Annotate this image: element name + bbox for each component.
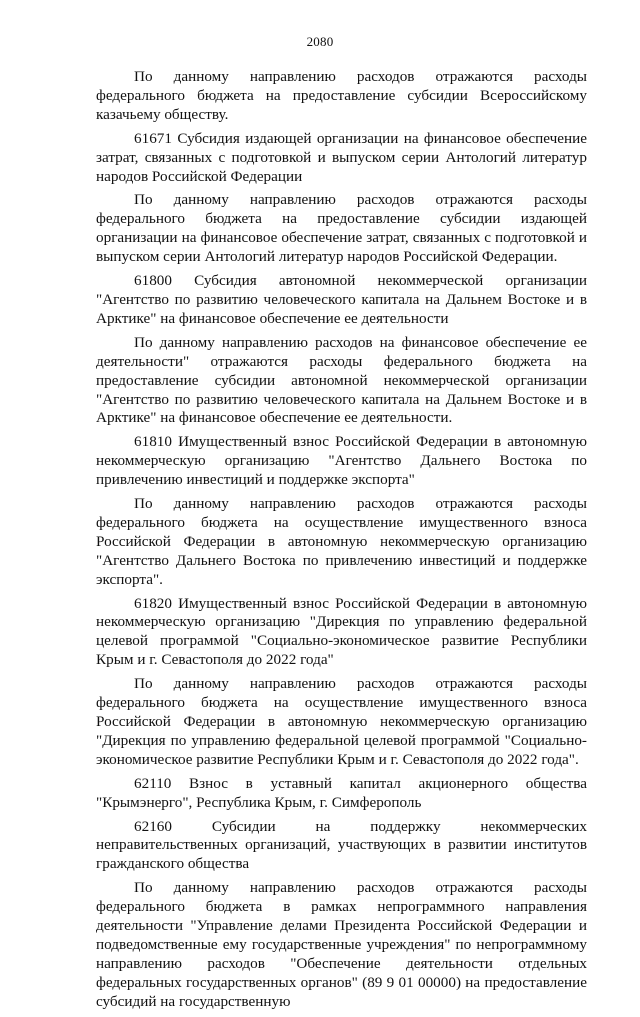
paragraph: По данному направлению расходов отражаются расходы федерального бюджета на предоставление субсидии Всероссийскому казачьему обществу. bbox=[96, 68, 587, 123]
paragraph: 61671 Субсидия издающей организации на финансовое обеспечение затрат, связанных с подготовкой и выпуском серии Антологий литератур народов Российской Федерации bbox=[96, 129, 587, 185]
paragraph: 61810 Имущественный взнос Российской Федерации в автономную некоммерческую организацию "Агентство Дальнего Востока по привлечению инвестиций и поддержке экспорта" bbox=[96, 433, 587, 489]
paragraph: По данному направлению расходов на финансовое обеспечение ее деятельности" отражаются расходы федерального бюджета на предоставление субсидии автономной некоммерческой организации "Агентство по развитию человеческого капитала на Дальнем Востоке и в Арктике" на финансовое обеспечение ее деятельности. bbox=[96, 333, 587, 427]
paragraph: 62160 Субсидии на поддержку некоммерческих неправительственных организаций, участвующих в развитии институтов гражданского общества bbox=[96, 817, 587, 873]
page-number: 2080 bbox=[306, 34, 334, 49]
paragraph: По данному направлению расходов отражаются расходы федерального бюджета на предоставление субсидии издающей организации на финансовое обеспечение затрат, связанных с подготовкой и выпуском серии Антологий литератур народов Российской Федерации. bbox=[96, 191, 587, 266]
document-body bbox=[96, 68, 587, 1017]
paragraph: По данному направлению расходов отражаются расходы федерального бюджета на осуществление имущественного взноса Российской Федерации в автономную некоммерческую организацию "Агентство Дальнего Востока по привлечению инвестиций и поддержке экспорта". bbox=[96, 495, 587, 588]
paragraph: По данному направлению расходов отражаются расходы федерального бюджета в рамках непрограммного направления деятельности "Управление делами Президента Российской Федерации и подведомственные ему государственные учреждения" по непрограммному направлению расходов "Обеспечение деятельности отдельных федеральных государственных органов" (89 9 01 00000) на предоставление субсидий на государственную bbox=[96, 879, 587, 1010]
paragraph: По данному направлению расходов отражаются расходы федерального бюджета на осуществление имущественного взноса Российской Федерации в автономную некоммерческую организацию "Дирекция по управлению федеральной целевой программой "Социально-экономическое развитие Республики Крым и г. Севастополя до 2022 года". bbox=[96, 675, 587, 768]
paragraph: 61800 Субсидия автономной некоммерческой организации "Агентство по развитию человеческого капитала на Дальнем Востоке и в Арктике" на финансовое обеспечение ее деятельности bbox=[96, 272, 587, 327]
paragraph: 61820 Имущественный взнос Российской Федерации в автономную некоммерческую организацию "Дирекция по управлению федеральной целевой программой "Социально-экономическое развитие Республики Крым и г. Севастополя до 2022 года" bbox=[96, 594, 587, 669]
paragraph: 62110 Взнос в уставный капитал акционерного общества "Крымэнерго", Республика Крым, г. Симферополь bbox=[96, 774, 587, 811]
